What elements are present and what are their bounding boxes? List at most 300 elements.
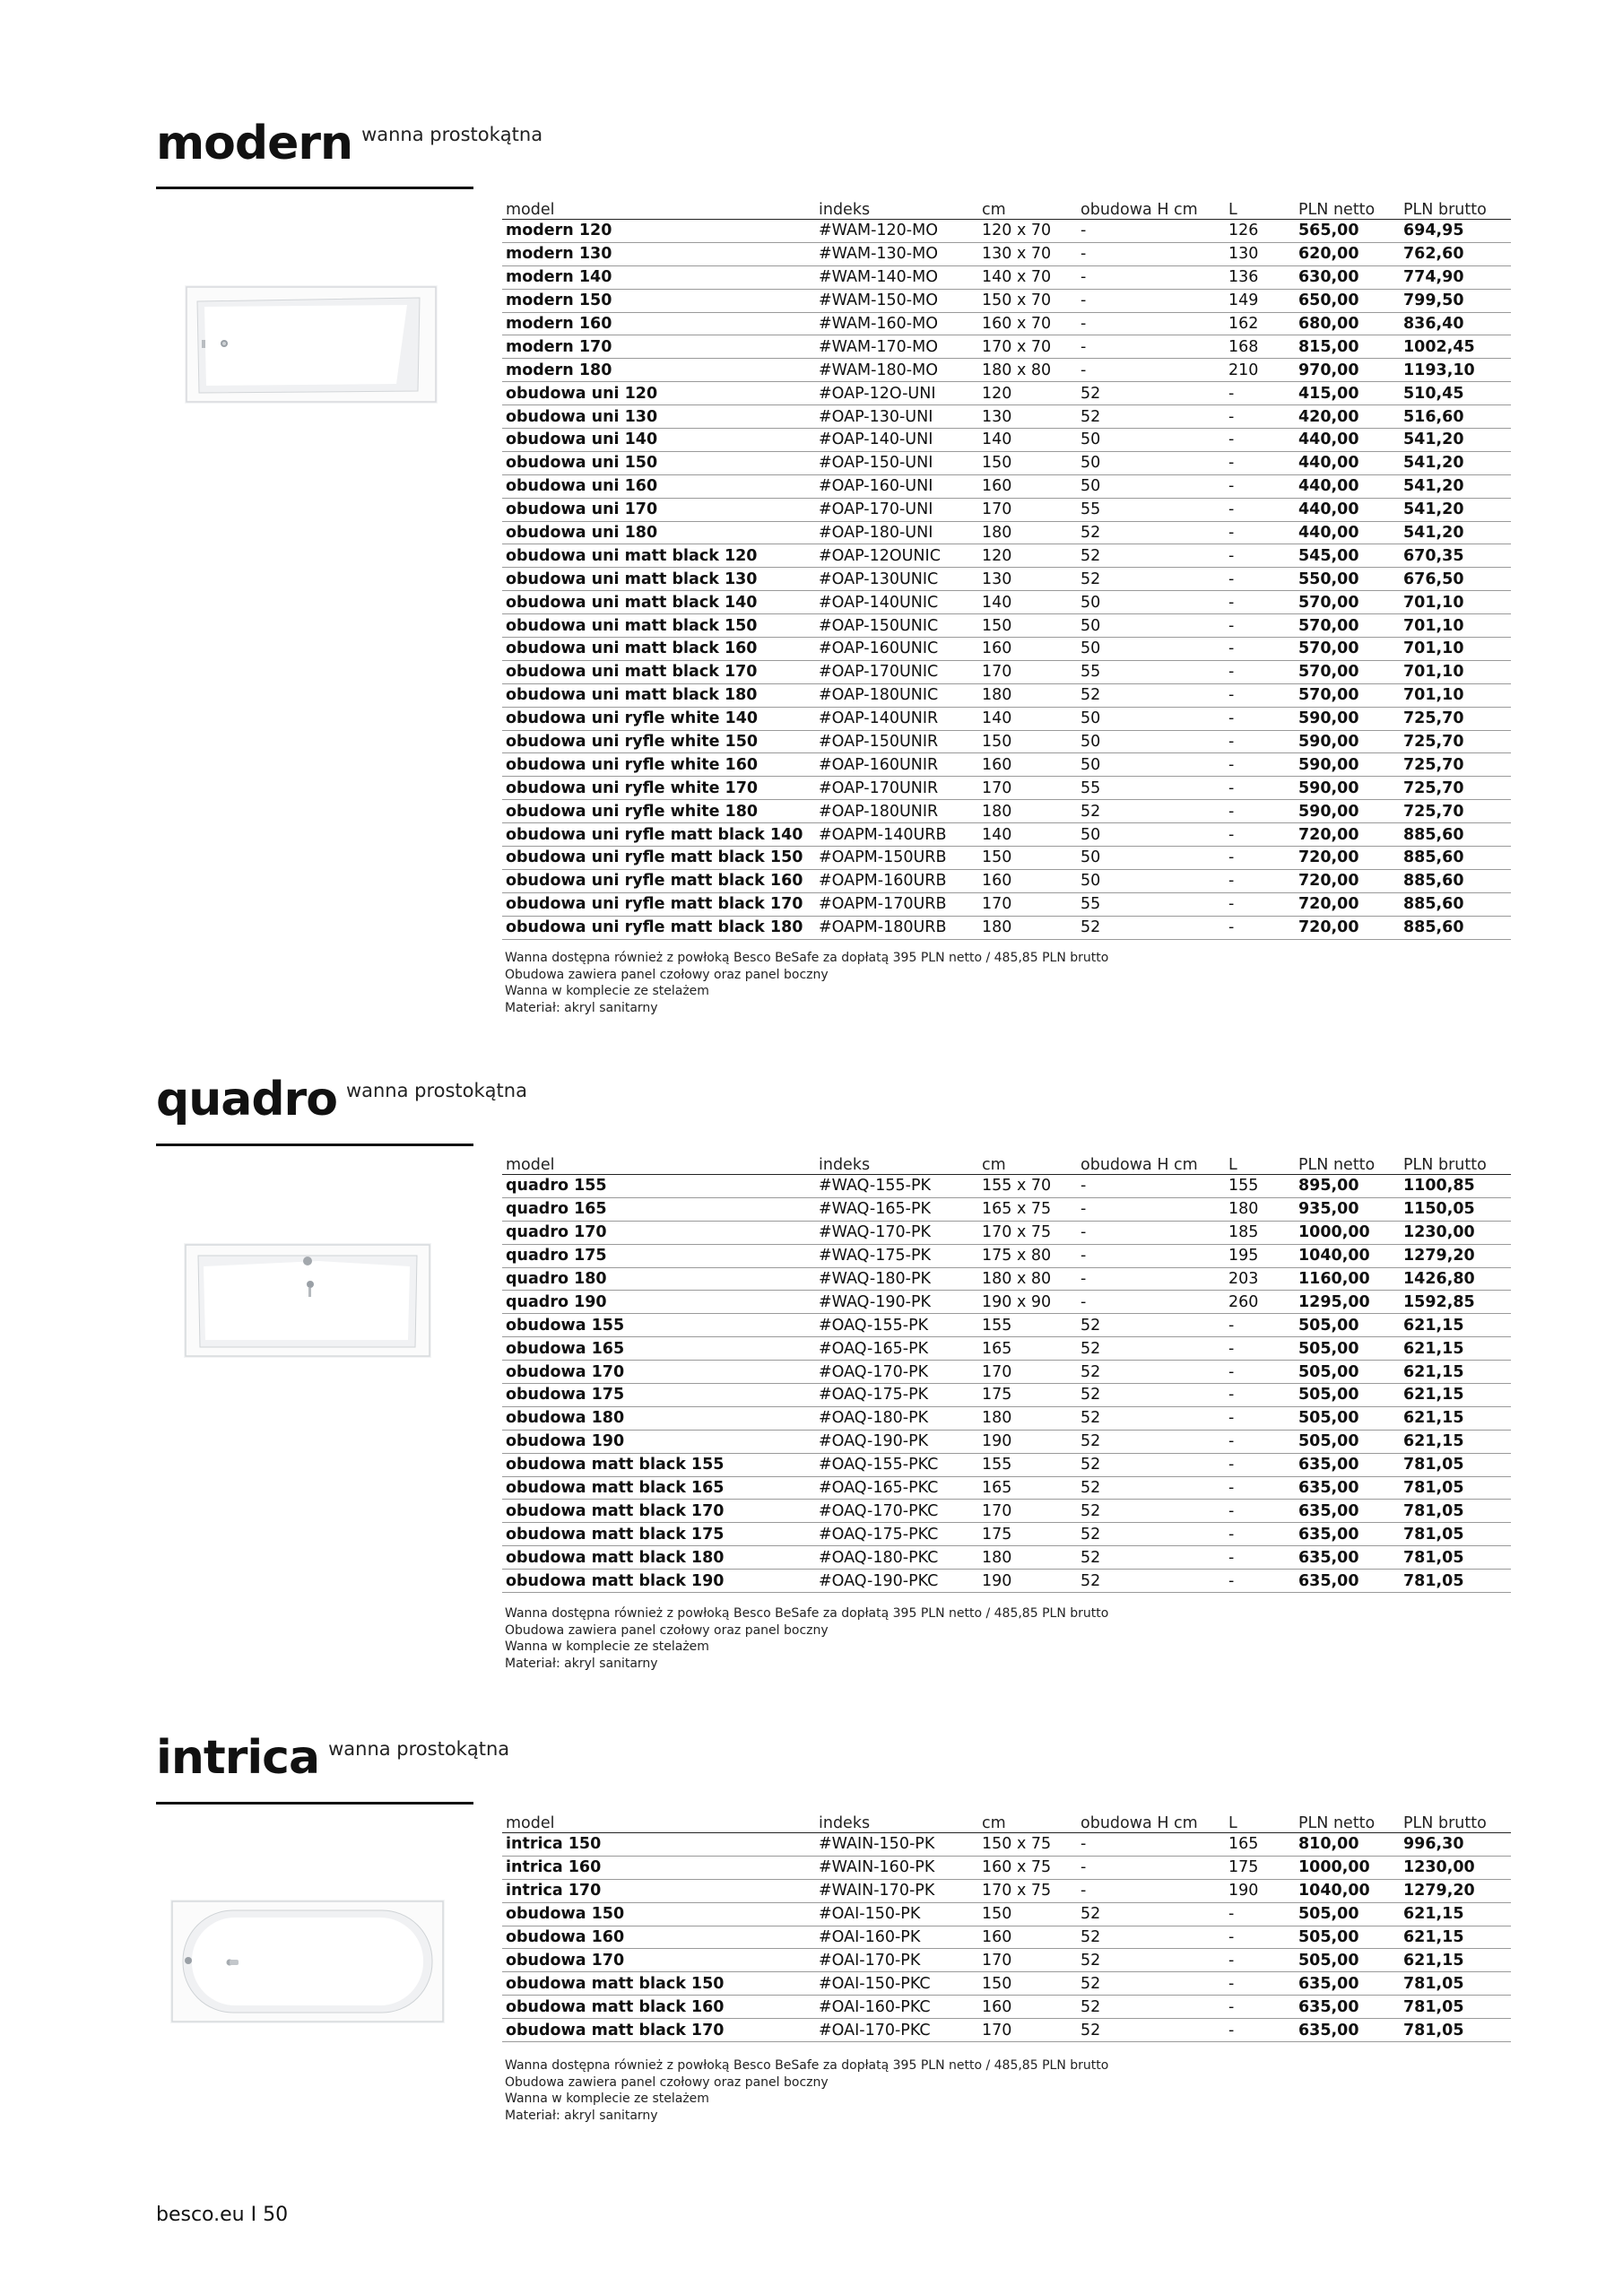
size-cell: 150	[978, 614, 1077, 638]
section-title-block	[156, 117, 543, 170]
l-cell: -	[1225, 429, 1295, 452]
note-line: Wanna w komplecie ze stelażem	[505, 2092, 709, 2106]
l-cell: 130	[1225, 242, 1295, 265]
model-cell: obudowa 160	[502, 1926, 815, 1949]
model-cell: obudowa uni matt black 130	[502, 568, 815, 591]
index-cell: #WAQ-190-PK	[815, 1291, 978, 1314]
size-cell: 170 x 70	[978, 335, 1077, 359]
net-price-cell: 720,00	[1295, 892, 1400, 916]
table-row	[502, 1361, 1511, 1384]
l-cell: -	[1225, 683, 1295, 707]
size-cell: 130	[978, 405, 1077, 429]
note-line: Wanna w komplecie ze stelażem	[505, 1639, 709, 1654]
net-price-cell: 565,00	[1295, 220, 1400, 243]
l-cell: -	[1225, 800, 1295, 823]
net-price-cell: 630,00	[1295, 265, 1400, 289]
gross-price-cell: 781,05	[1400, 1453, 1511, 1476]
table-row	[502, 777, 1511, 800]
gross-price-cell: 781,05	[1400, 1570, 1511, 1593]
size-cell: 140	[978, 429, 1077, 452]
gross-price-cell: 885,60	[1400, 847, 1511, 870]
size-cell: 180 x 80	[978, 1267, 1077, 1291]
index-cell: #WAM-120-MO	[815, 220, 978, 243]
index-cell: #OAP-140UNIR	[815, 707, 978, 730]
index-cell: #WAM-150-MO	[815, 289, 978, 312]
index-cell: #OAQ-155-PKC	[815, 1453, 978, 1476]
table-row	[502, 1453, 1511, 1476]
size-cell: 175	[978, 1523, 1077, 1546]
size-cell: 170	[978, 498, 1077, 521]
index-cell: #OAP-150UNIC	[815, 614, 978, 638]
panel-height-cell: -	[1077, 1879, 1225, 1902]
column-header-size: cm	[978, 1151, 1077, 1175]
table-row	[502, 1291, 1511, 1314]
index-cell: #OAQ-165-PK	[815, 1337, 978, 1361]
note-line: Materiał: akryl sanitarny	[505, 1656, 658, 1671]
net-price-cell: 415,00	[1295, 382, 1400, 405]
panel-height-cell: 52	[1077, 2019, 1225, 2042]
net-price-cell: 570,00	[1295, 660, 1400, 683]
l-cell: -	[1225, 1996, 1295, 2019]
net-price-cell: 720,00	[1295, 916, 1400, 939]
bathtub-image-modern	[185, 285, 438, 404]
l-cell: -	[1225, 2019, 1295, 2042]
column-header-model: model	[502, 196, 815, 220]
gross-price-cell: 541,20	[1400, 429, 1511, 452]
gross-price-cell: 781,05	[1400, 1523, 1511, 1546]
size-cell: 170	[978, 777, 1077, 800]
table-body	[502, 1175, 1511, 1593]
l-cell: -	[1225, 847, 1295, 870]
index-cell: #WAM-180-MO	[815, 359, 978, 382]
column-header-net-price: PLN netto	[1295, 1151, 1400, 1175]
table-row	[502, 753, 1511, 777]
gross-price-cell: 621,15	[1400, 1406, 1511, 1430]
model-cell: quadro 190	[502, 1291, 815, 1314]
l-cell: -	[1225, 730, 1295, 753]
l-cell: -	[1225, 823, 1295, 847]
column-header-l: L	[1225, 1809, 1295, 1833]
table-row	[502, 1879, 1511, 1902]
size-cell: 170	[978, 892, 1077, 916]
l-cell: 165	[1225, 1833, 1295, 1857]
index-cell: #WAQ-155-PK	[815, 1175, 978, 1198]
panel-height-cell: 52	[1077, 1523, 1225, 1546]
size-cell: 180	[978, 916, 1077, 939]
table-row	[502, 521, 1511, 544]
gross-price-cell: 1279,20	[1400, 1244, 1511, 1267]
gross-price-cell: 781,05	[1400, 2019, 1511, 2042]
l-cell: -	[1225, 1523, 1295, 1546]
index-cell: #OAQ-175-PK	[815, 1384, 978, 1407]
net-price-cell: 635,00	[1295, 1476, 1400, 1500]
l-cell: 190	[1225, 1879, 1295, 1902]
title-underline	[156, 187, 473, 189]
panel-height-cell: 50	[1077, 823, 1225, 847]
net-price-cell: 505,00	[1295, 1406, 1400, 1430]
l-cell: -	[1225, 521, 1295, 544]
panel-height-cell: 50	[1077, 753, 1225, 777]
size-cell: 140 x 70	[978, 265, 1077, 289]
gross-price-cell: 621,15	[1400, 1384, 1511, 1407]
index-cell: #OAP-130UNIC	[815, 568, 978, 591]
table-row	[502, 1833, 1511, 1857]
l-cell: -	[1225, 1361, 1295, 1384]
panel-height-cell: 52	[1077, 1406, 1225, 1430]
table-row	[502, 638, 1511, 661]
l-cell: -	[1225, 591, 1295, 614]
model-cell: obudowa matt black 150	[502, 1972, 815, 1996]
table-body	[502, 1833, 1511, 2042]
gross-price-cell: 836,40	[1400, 312, 1511, 335]
column-header-l: L	[1225, 1151, 1295, 1175]
gross-price-cell: 676,50	[1400, 568, 1511, 591]
gross-price-cell: 516,60	[1400, 405, 1511, 429]
panel-height-cell: 52	[1077, 405, 1225, 429]
l-cell: -	[1225, 1453, 1295, 1476]
net-price-cell: 505,00	[1295, 1430, 1400, 1453]
table-row	[502, 1523, 1511, 1546]
model-cell: modern 120	[502, 220, 815, 243]
net-price-cell: 420,00	[1295, 405, 1400, 429]
size-cell: 150	[978, 1902, 1077, 1926]
model-cell: obudowa uni ryfle white 140	[502, 707, 815, 730]
table-row	[502, 1949, 1511, 1972]
section-title: intrica	[156, 1731, 320, 1785]
gross-price-cell: 541,20	[1400, 498, 1511, 521]
gross-price-cell: 621,15	[1400, 1949, 1511, 1972]
index-cell: #OAI-160-PK	[815, 1926, 978, 1949]
index-cell: #OAP-140UNIC	[815, 591, 978, 614]
note-line: Obudowa zawiera panel czołowy oraz panel boczny	[505, 1622, 829, 1638]
size-cell: 175 x 80	[978, 1244, 1077, 1267]
gross-price-cell: 621,15	[1400, 1430, 1511, 1453]
index-cell: #OAI-160-PKC	[815, 1996, 978, 2019]
size-cell: 190 x 90	[978, 1291, 1077, 1314]
gross-price-cell: 885,60	[1400, 823, 1511, 847]
l-cell: -	[1225, 1476, 1295, 1500]
table-row	[502, 265, 1511, 289]
panel-height-cell: 52	[1077, 1926, 1225, 1949]
gross-price-cell: 621,15	[1400, 1926, 1511, 1949]
panel-height-cell: 52	[1077, 382, 1225, 405]
model-cell: obudowa uni 170	[502, 498, 815, 521]
model-cell: quadro 170	[502, 1221, 815, 1244]
net-price-cell: 1040,00	[1295, 1244, 1400, 1267]
index-cell: #WAQ-180-PK	[815, 1267, 978, 1291]
panel-height-cell: -	[1077, 1221, 1225, 1244]
index-cell: #OAPM-150URB	[815, 847, 978, 870]
model-cell: obudowa 180	[502, 1406, 815, 1430]
model-cell: obudowa uni ryfle white 170	[502, 777, 815, 800]
net-price-cell: 590,00	[1295, 777, 1400, 800]
net-price-cell: 720,00	[1295, 847, 1400, 870]
model-cell: obudowa matt black 170	[502, 1500, 815, 1523]
l-cell: 149	[1225, 289, 1295, 312]
section-subtitle: wanna prostokątna	[328, 1738, 510, 1760]
panel-height-cell: 50	[1077, 474, 1225, 498]
l-cell: 175	[1225, 1856, 1295, 1879]
model-cell: obudowa uni matt black 160	[502, 638, 815, 661]
panel-height-cell: 52	[1077, 1476, 1225, 1500]
price-table-intrica	[502, 1809, 1511, 2042]
index-cell: #OAP-180-UNI	[815, 521, 978, 544]
size-cell: 170	[978, 1949, 1077, 1972]
net-price-cell: 505,00	[1295, 1926, 1400, 1949]
panel-height-cell: 50	[1077, 451, 1225, 474]
table-row	[502, 800, 1511, 823]
l-cell: -	[1225, 1926, 1295, 1949]
size-cell: 140	[978, 591, 1077, 614]
l-cell: -	[1225, 1570, 1295, 1593]
net-price-cell: 505,00	[1295, 1361, 1400, 1384]
size-cell: 170 x 75	[978, 1221, 1077, 1244]
gross-price-cell: 996,30	[1400, 1833, 1511, 1857]
panel-height-cell: 50	[1077, 730, 1225, 753]
table-row	[502, 591, 1511, 614]
model-cell: obudowa matt black 180	[502, 1546, 815, 1570]
note-line: Obudowa zawiera panel czołowy oraz panel boczny	[505, 967, 829, 982]
index-cell: #OAQ-170-PKC	[815, 1500, 978, 1523]
model-cell: modern 170	[502, 335, 815, 359]
table-row	[502, 474, 1511, 498]
panel-height-cell: 52	[1077, 1996, 1225, 2019]
index-cell: #OAP-170UNIC	[815, 660, 978, 683]
panel-height-cell: -	[1077, 1267, 1225, 1291]
panel-height-cell: -	[1077, 265, 1225, 289]
l-cell: -	[1225, 1500, 1295, 1523]
net-price-cell: 635,00	[1295, 1453, 1400, 1476]
l-cell: -	[1225, 1949, 1295, 1972]
l-cell: -	[1225, 1314, 1295, 1337]
net-price-cell: 590,00	[1295, 753, 1400, 777]
net-price-cell: 590,00	[1295, 800, 1400, 823]
model-cell: modern 180	[502, 359, 815, 382]
net-price-cell: 635,00	[1295, 1523, 1400, 1546]
panel-height-cell: 52	[1077, 800, 1225, 823]
index-cell: #OAQ-175-PKC	[815, 1523, 978, 1546]
model-cell: obudowa matt black 160	[502, 1996, 815, 2019]
column-header-index: indeks	[815, 1151, 978, 1175]
net-price-cell: 650,00	[1295, 289, 1400, 312]
model-cell: obudowa matt black 175	[502, 1523, 815, 1546]
l-cell: 162	[1225, 312, 1295, 335]
model-cell: obudowa 155	[502, 1314, 815, 1337]
l-cell: -	[1225, 498, 1295, 521]
index-cell: #WAM-140-MO	[815, 265, 978, 289]
size-cell: 170 x 75	[978, 1879, 1077, 1902]
gross-price-cell: 701,10	[1400, 591, 1511, 614]
table-row	[502, 1856, 1511, 1879]
index-cell: #WAQ-165-PK	[815, 1197, 978, 1221]
l-cell: 136	[1225, 265, 1295, 289]
bathtub-image-intrica	[170, 1900, 445, 2023]
index-cell: #OAP-160-UNI	[815, 474, 978, 498]
gross-price-cell: 701,10	[1400, 683, 1511, 707]
panel-height-cell: -	[1077, 1833, 1225, 1857]
panel-height-cell: 50	[1077, 869, 1225, 892]
model-cell: obudowa uni 130	[502, 405, 815, 429]
gross-price-cell: 799,50	[1400, 289, 1511, 312]
gross-price-cell: 1100,85	[1400, 1175, 1511, 1198]
model-cell: modern 140	[502, 265, 815, 289]
net-price-cell: 440,00	[1295, 451, 1400, 474]
l-cell: 180	[1225, 1197, 1295, 1221]
table-row	[502, 1570, 1511, 1593]
size-cell: 175	[978, 1384, 1077, 1407]
index-cell: #OAPM-160URB	[815, 869, 978, 892]
size-cell: 180	[978, 1406, 1077, 1430]
l-cell: 185	[1225, 1221, 1295, 1244]
index-cell: #OAQ-180-PKC	[815, 1546, 978, 1570]
model-cell: obudowa uni ryfle white 160	[502, 753, 815, 777]
model-cell: obudowa uni 120	[502, 382, 815, 405]
table-row	[502, 823, 1511, 847]
size-cell: 160 x 75	[978, 1856, 1077, 1879]
l-cell: 155	[1225, 1175, 1295, 1198]
index-cell: #WAM-170-MO	[815, 335, 978, 359]
model-cell: obudowa matt black 165	[502, 1476, 815, 1500]
panel-height-cell: 52	[1077, 1902, 1225, 1926]
page-footer: besco.eu I 50	[156, 2204, 289, 2226]
size-cell: 155	[978, 1453, 1077, 1476]
column-header-panel-height: obudowa H cm	[1077, 1151, 1225, 1175]
table-row	[502, 1430, 1511, 1453]
model-cell: obudowa 175	[502, 1384, 815, 1407]
index-cell: #OAQ-155-PK	[815, 1314, 978, 1337]
table-row	[502, 382, 1511, 405]
net-price-cell: 895,00	[1295, 1175, 1400, 1198]
price-table-quadro	[502, 1151, 1511, 1593]
net-price-cell: 635,00	[1295, 2019, 1400, 2042]
table-row	[502, 498, 1511, 521]
net-price-cell: 590,00	[1295, 707, 1400, 730]
panel-height-cell: 52	[1077, 1384, 1225, 1407]
net-price-cell: 815,00	[1295, 335, 1400, 359]
index-cell: #WAIN-150-PK	[815, 1833, 978, 1857]
size-cell: 165	[978, 1337, 1077, 1361]
panel-height-cell: 55	[1077, 660, 1225, 683]
model-cell: obudowa 190	[502, 1430, 815, 1453]
model-cell: quadro 155	[502, 1175, 815, 1198]
l-cell: -	[1225, 568, 1295, 591]
table-row	[502, 451, 1511, 474]
section-title-block	[156, 1073, 527, 1126]
l-cell: -	[1225, 1384, 1295, 1407]
index-cell: #OAP-12OUNIC	[815, 544, 978, 568]
l-cell: -	[1225, 1972, 1295, 1996]
column-header-panel-height: obudowa H cm	[1077, 196, 1225, 220]
model-cell: obudowa uni matt black 170	[502, 660, 815, 683]
size-cell: 155	[978, 1314, 1077, 1337]
note-line: Wanna dostępna również z powłoką Besco BeSafe za dopłatą 395 PLN netto / 485,85 PLN brutto	[505, 951, 1109, 965]
column-header-net-price: PLN netto	[1295, 1809, 1400, 1833]
table-row	[502, 614, 1511, 638]
index-cell: #WAM-160-MO	[815, 312, 978, 335]
table-header-row	[502, 196, 1511, 220]
model-cell: modern 150	[502, 289, 815, 312]
table-row	[502, 1406, 1511, 1430]
table-row	[502, 1175, 1511, 1198]
size-cell: 180	[978, 1546, 1077, 1570]
panel-height-cell: 52	[1077, 683, 1225, 707]
index-cell: #OAPM-140URB	[815, 823, 978, 847]
l-cell: -	[1225, 777, 1295, 800]
table-row	[502, 683, 1511, 707]
size-cell: 160 x 70	[978, 312, 1077, 335]
note-line: Wanna dostępna również z powłoką Besco BeSafe za dopłatą 395 PLN netto / 485,85 PLN brutto	[505, 1606, 1109, 1621]
table-row	[502, 1267, 1511, 1291]
net-price-cell: 720,00	[1295, 869, 1400, 892]
panel-height-cell: 52	[1077, 1546, 1225, 1570]
panel-height-cell: 52	[1077, 568, 1225, 591]
panel-height-cell: 52	[1077, 521, 1225, 544]
panel-height-cell: 50	[1077, 707, 1225, 730]
model-cell: obudowa uni matt black 150	[502, 614, 815, 638]
table-row	[502, 220, 1511, 243]
model-cell: obudowa matt black 190	[502, 1570, 815, 1593]
table-row	[502, 359, 1511, 382]
model-cell: obudowa uni matt black 180	[502, 683, 815, 707]
panel-height-cell: -	[1077, 335, 1225, 359]
panel-height-cell: 52	[1077, 1430, 1225, 1453]
table-row	[502, 1546, 1511, 1570]
table-row	[502, 429, 1511, 452]
size-cell: 130	[978, 568, 1077, 591]
l-cell: -	[1225, 1430, 1295, 1453]
panel-height-cell: 55	[1077, 892, 1225, 916]
table-row	[502, 869, 1511, 892]
net-price-cell: 505,00	[1295, 1384, 1400, 1407]
size-cell: 160	[978, 753, 1077, 777]
model-cell: quadro 165	[502, 1197, 815, 1221]
size-cell: 140	[978, 823, 1077, 847]
model-cell: obudowa uni ryfle matt black 160	[502, 869, 815, 892]
net-price-cell: 1295,00	[1295, 1291, 1400, 1314]
l-cell: -	[1225, 382, 1295, 405]
net-price-cell: 1000,00	[1295, 1856, 1400, 1879]
model-cell: obudowa uni ryfle white 150	[502, 730, 815, 753]
section-notes	[505, 2057, 1108, 2124]
size-cell: 160	[978, 1996, 1077, 2019]
section-subtitle: wanna prostokątna	[345, 1080, 527, 1101]
net-price-cell: 590,00	[1295, 730, 1400, 753]
gross-price-cell: 781,05	[1400, 1546, 1511, 1570]
model-cell: obudowa 150	[502, 1902, 815, 1926]
panel-height-cell: 52	[1077, 1453, 1225, 1476]
net-price-cell: 810,00	[1295, 1833, 1400, 1857]
model-cell: obudowa uni ryfle matt black 170	[502, 892, 815, 916]
size-cell: 160	[978, 638, 1077, 661]
panel-height-cell: 50	[1077, 591, 1225, 614]
index-cell: #WAQ-170-PK	[815, 1221, 978, 1244]
index-cell: #OAPM-180URB	[815, 916, 978, 939]
net-price-cell: 570,00	[1295, 591, 1400, 614]
index-cell: #OAP-150-UNI	[815, 451, 978, 474]
net-price-cell: 635,00	[1295, 1972, 1400, 1996]
gross-price-cell: 1150,05	[1400, 1197, 1511, 1221]
model-cell: quadro 180	[502, 1267, 815, 1291]
net-price-cell: 620,00	[1295, 242, 1400, 265]
size-cell: 140	[978, 707, 1077, 730]
panel-height-cell: -	[1077, 1856, 1225, 1879]
size-cell: 165	[978, 1476, 1077, 1500]
l-cell: -	[1225, 405, 1295, 429]
gross-price-cell: 725,70	[1400, 707, 1511, 730]
net-price-cell: 635,00	[1295, 1570, 1400, 1593]
panel-height-cell: 50	[1077, 614, 1225, 638]
table-row	[502, 1314, 1511, 1337]
